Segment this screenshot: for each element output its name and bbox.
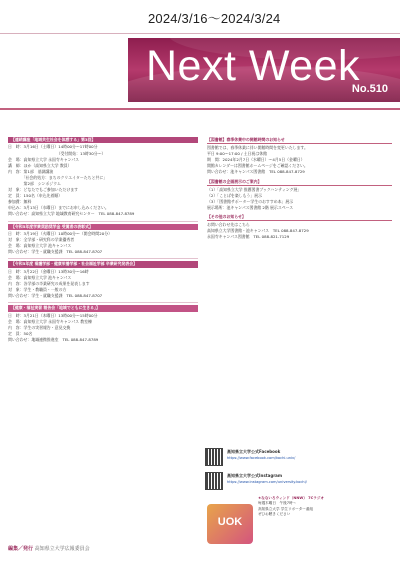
facebook-title: 高知県立大学公式Facebook: [227, 449, 281, 454]
event-line: 問い合わせ：地域連携推進室 TEL 088-847-8789: [8, 336, 99, 342]
footer-org: 高知県立大学広報委員会: [34, 546, 90, 552]
notice-line: 平日 9:00〜17:00 / 土日祝は休館: [207, 151, 267, 157]
notice-line: （1）「高知県立大学 推薦図書ブックハンティング展」: [207, 186, 302, 192]
radio-info: [258, 496, 376, 518]
uok-logo: UOK: [207, 504, 253, 544]
radio-line: 毎週木曜日 午後7時〜: [258, 501, 297, 506]
notice-line: 期 間：2024年2月7日（水曜日）〜4月5日（金曜日）: [207, 157, 305, 163]
section-heading: 【図書館の企画展示のご案内】: [207, 179, 392, 186]
footer: [8, 545, 268, 552]
notice-section: [207, 137, 392, 176]
event-line: 日 時：3月22日（金曜日）13時30分〜16時: [8, 268, 89, 274]
radio-heading: ★なないろウィンド（NNW） 7Cラジオ: [258, 496, 325, 500]
issue-number: No.510: [351, 83, 388, 95]
notice-line: 高知県立大学図書館・池キャンパス TEL 088-847-8729: [207, 228, 309, 234]
date-range: 2024/3/16〜2024/3/24: [148, 11, 281, 26]
facebook-link[interactable]: https://www.facebook.com/kochi.univ/: [227, 456, 296, 460]
facebook-block: [205, 446, 391, 467]
event-line: 内 容：学生の実習報告・意見交換: [8, 324, 71, 330]
event-line: （受付開始：13時30分〜）: [8, 150, 106, 156]
event-line: 問い合わせ：高知県立大学 地域教育研究センター TEL 088-847-8789: [8, 211, 135, 217]
event-line: 対 象：どなたでもご参加いただけます: [8, 187, 79, 193]
section-heading: 【令和5年度学業奨励奨学金 受賞者の表彰式】: [8, 224, 198, 230]
qr-code-icon: [205, 448, 223, 466]
qr-code-icon: [205, 472, 223, 490]
event-line: 内 容：第1部 基調講演: [8, 168, 54, 174]
section-heading: 【連続講座「地域共生社会を体感する」第3回】: [8, 137, 198, 143]
event-section: [8, 305, 198, 343]
notice-section: [207, 214, 392, 240]
event-line: 申込み：3月13日（水曜日）までにお申し込みください。: [8, 205, 109, 211]
section-heading: 【令和5年度 看護学部・健康栄養学部・社会福祉学部 卒業研究発表会】: [8, 261, 198, 267]
event-line: 問い合わせ：学生・就職支援課 TEL 088-847-8707: [8, 249, 103, 255]
notice-line: （3）「図書館サポーター学生のおすすめ本」展示: [207, 198, 294, 204]
newsletter-title: Next Week: [146, 42, 360, 90]
social-links: [205, 446, 391, 494]
event-line: 日 時：3月21日（木曜日）13時00分〜15時00分: [8, 312, 98, 318]
section-heading: 【その他のお知らせ】: [207, 214, 392, 221]
event-line: 対 象：全学部・研究科の学業優秀者: [8, 237, 75, 243]
section-divider: [8, 302, 198, 303]
event-line: 会 場：高知県立大学 永国寺キャンパス: [8, 156, 79, 162]
section-divider: [8, 221, 198, 222]
event-line: 内 容：各学部の卒業研究の成果を発表します: [8, 280, 90, 286]
event-line: 会 場：高知県立大学 永国寺キャンパス 教室棟: [8, 318, 92, 324]
notice-line: 問い合わせ：池キャンパス図書館 TEL 088-847-8729: [207, 169, 305, 175]
event-line: 問い合わせ：学生・就職支援課 TEL 088-847-8707: [8, 293, 103, 299]
section-divider: [8, 258, 198, 259]
event-line: 会 場：高知県立大学 池キャンパス: [8, 274, 72, 280]
event-line: 定 員：150名（申込先着順）: [8, 193, 63, 199]
notice-line: 図書館では、春季休業に伴い開館時間を変更いたします。: [207, 145, 308, 151]
event-line: 第2部 シンポジウム: [8, 180, 61, 186]
radio-line: ぜひお聴きください: [258, 512, 291, 517]
event-section: [8, 261, 198, 299]
right-column: [207, 137, 392, 243]
instagram-block: [205, 470, 391, 491]
notice-line: 展示場所：池キャンパス図書館 2階 展示スペース: [207, 204, 294, 210]
event-section: [8, 224, 198, 256]
notice-line: お問い合わせ先はこちら: [207, 222, 250, 228]
footer-mark: 編集／発行: [8, 546, 34, 552]
event-line: 講 師：ほか（高知県立大学 教員）: [8, 162, 72, 168]
newsletter-header: [0, 0, 400, 130]
notice-line: （2）「ことばを楽しもう」展示: [207, 192, 262, 198]
radio-line: 高知県立大学 学生リポーター番組: [258, 506, 314, 511]
section-heading: 【健康・福祉実習 報告会「地域でともに生きる」】: [8, 305, 198, 311]
event-line: 参加費：無料: [8, 199, 32, 205]
title-banner: [128, 38, 400, 102]
notice-line: 開館カレンダーは図書館ホームページをご確認ください。: [207, 163, 308, 169]
event-line: 「社会的処方：まちのクリエイターたちと共に」: [8, 174, 108, 180]
event-line: 日 時：3月16日（土曜日）14時00分〜17時00分: [8, 144, 98, 150]
event-line: 日 時：3月19日（火曜日）10時00分〜（開会時間20分）: [8, 230, 112, 236]
left-column: [8, 137, 198, 346]
header-rule: [0, 33, 400, 34]
event-line: 会 場：高知県立大学 池キャンパス: [8, 243, 72, 249]
event-section: [8, 137, 198, 218]
header-underline: [0, 108, 400, 110]
event-line: 対 象：学生・教職員・一般の方: [8, 287, 67, 292]
instagram-title: 高知県立大学公式Instagram: [227, 473, 283, 478]
section-heading: 【図書館】春季休業中の開館時間のお知らせ: [207, 137, 392, 144]
notice-section: [207, 179, 392, 211]
notice-line: 永国寺キャンパス図書館 TEL 088-821-7129: [207, 234, 290, 240]
instagram-link[interactable]: https://www.instagram.com/university.kochi/: [227, 480, 307, 484]
event-line: 定 員：50名: [8, 330, 33, 336]
